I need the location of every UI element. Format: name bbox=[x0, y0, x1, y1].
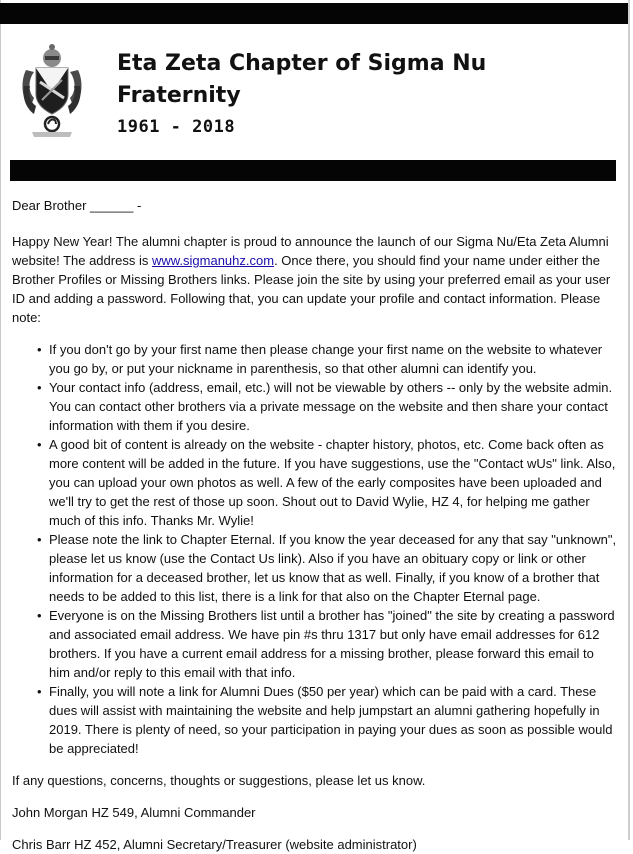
list-item-text: Finally, you will note a link for Alumni Dues ($50 per year) which can be paid with a card. These dues will assist with maintaining the website and help jumpstart an alumni gathering hopefully in 2019. There is plenty of need, so your participation in paying your dues as soon as possible would be appreciated! bbox=[49, 684, 613, 756]
list-item bbox=[37, 378, 618, 435]
list-item-text: If you don't go by your first name then please change your first name on the website to whatever you go by, or put your nickname in parenthesis, so that other alumni can identify you. bbox=[49, 342, 603, 376]
fraternity-crest-icon bbox=[20, 42, 84, 138]
letter-body bbox=[12, 196, 618, 854]
divider-black-bar bbox=[10, 160, 616, 181]
bullet-glyph: • bbox=[37, 380, 42, 395]
list-item bbox=[37, 340, 618, 378]
website-link[interactable]: www.sigmanuhz.com bbox=[151, 253, 275, 268]
notes-list bbox=[12, 340, 618, 758]
list-item-text: A good bit of content is already on the website - chapter history, photos, etc. Come back often as more content will be added in the future. If you have suggestions, use the "Contact wUs" link. Also, you can upload your own photos as well. A few of the early composites have been uploaded and we'll try to get the rest of those up soon. Shout out to David Wylie, HZ 4, for helping me gather much of this info. Thanks Mr. Wylie! bbox=[49, 437, 616, 528]
bullet-glyph: • bbox=[37, 608, 42, 623]
list-item-text: Please note the link to Chapter Eternal. If you know the year deceased for any that say "unknown", please let us know (use the Contact Us link). Also if you have an obituary copy or link or other information for a deceased brother, let us know that as well. Finally, if you know of a brother that needs to be added to this list, there is a link for that also on the Chapter Eternal page. bbox=[49, 532, 617, 604]
chapter-years: 1961 - 2018 bbox=[117, 117, 236, 137]
list-item bbox=[37, 530, 618, 606]
intro-text-2: . Once there, you should find your name under either the Brother Profiles or Missing Brothers links. Please join the site by using your preferred email as your user ID and adding a password. Following that, you can update your profile and contact information. Please note: bbox=[12, 253, 611, 325]
list-item-text: Your contact info (address, email, etc.) will not be viewable by others -- only by the website admin. You can contact other brothers via a private message on the website and then share your contact information with them if you desire. bbox=[49, 380, 613, 433]
signature-secretary: Chris Barr HZ 452, Alumni Secretary/Treasurer (website administrator) bbox=[12, 837, 417, 852]
left-border bbox=[0, 0, 1, 840]
bullet-glyph: • bbox=[37, 437, 42, 452]
list-item bbox=[37, 435, 618, 530]
bullet-glyph: • bbox=[37, 532, 42, 547]
bullet-glyph: • bbox=[37, 684, 42, 699]
bullet-glyph: • bbox=[37, 342, 42, 357]
greeting: Dear Brother ______ - bbox=[12, 198, 142, 213]
list-item bbox=[37, 682, 618, 758]
list-item bbox=[37, 606, 618, 682]
page-title: Eta Zeta Chapter of Sigma Nu Fraternity bbox=[117, 51, 487, 108]
top-black-bar bbox=[0, 3, 628, 24]
intro-paragraph bbox=[12, 232, 618, 327]
closing-line: If any questions, concerns, thoughts or suggestions, please let us know. bbox=[12, 773, 426, 788]
right-border bbox=[628, 0, 630, 840]
intro-text-1: Happy New Year! The alumni chapter is proud to announce the launch of our Sigma Nu/Eta Zeta Alumni website! The address is bbox=[12, 234, 609, 268]
signature-commander: John Morgan HZ 549, Alumni Commander bbox=[12, 805, 256, 820]
list-item-text: Everyone is on the Missing Brothers list until a brother has "joined" the site by creating a password and associated email address. We have pin #s thru 1317 but only have email addresses for 612 brothers. If you have a current email address for a missing brother, please forward this email to him and/or reply to this email with that info. bbox=[49, 608, 615, 680]
